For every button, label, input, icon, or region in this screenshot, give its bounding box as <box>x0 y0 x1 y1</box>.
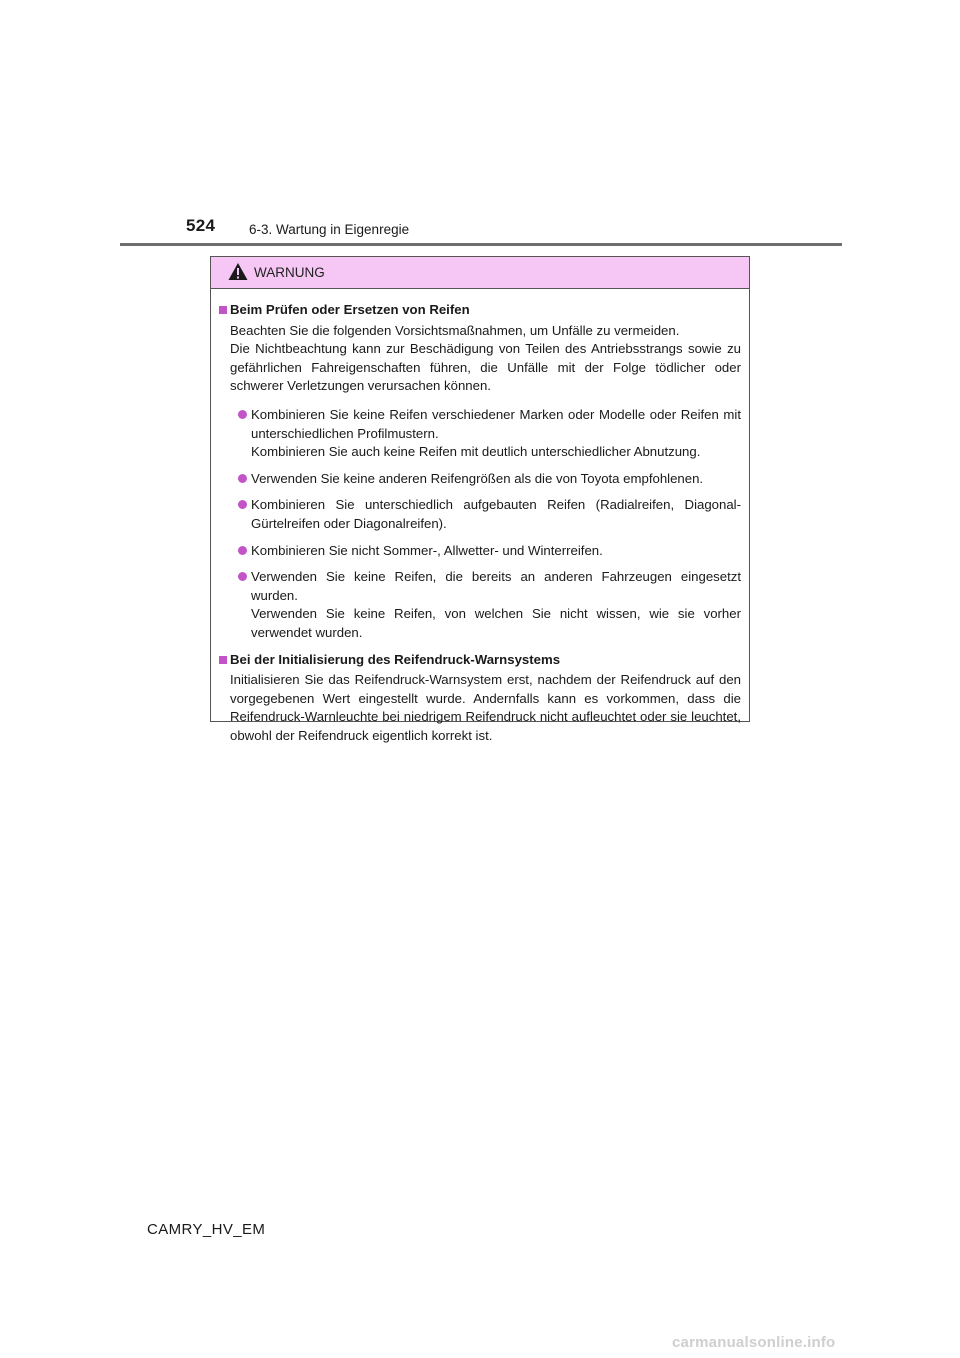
section-title: 6-3. Wartung in Eigenregie <box>249 222 410 237</box>
list-item: Kombinieren Sie keine Reifen verschiedener Marken oder Modelle oder Reifen mit unterschiedlichen Profilmustern. Kombinieren Sie auch keine Reifen mit deutlich unterschiedlicher Abnutzung. <box>251 406 741 462</box>
page-number: 524 <box>186 216 216 235</box>
warning-box <box>210 256 750 743</box>
square-bullet-icon <box>219 306 227 314</box>
warning-header <box>211 257 749 289</box>
warning-title: WARNUNG <box>254 265 325 280</box>
section-heading: Beim Prüfen oder Ersetzen von Reifen <box>219 301 741 320</box>
circle-bullet-icon <box>238 410 247 419</box>
square-bullet-icon <box>219 656 227 664</box>
section-heading: Bei der Initialisierung des Reifendruck-Warnsystems <box>219 651 741 670</box>
warning-body <box>211 289 749 745</box>
list-item: Verwenden Sie keine Reifen, die bereits an anderen Fahrzeugen eingesetzt wurden. Verwenden Sie keine Reifen, von welchen Sie nicht wissen, wie sie vorher verwendet wurden. <box>251 568 741 642</box>
model-code: CAMRY_HV_EM <box>147 1221 266 1238</box>
header-divider <box>120 243 842 246</box>
section-paragraph: Initialisieren Sie das Reifendruck-Warnsystem erst, nachdem der Reifendruck auf den vorgegebenen Wert eingestellt wurde. Andernfalls kann es vorkommen, dass die Reifendruck-Warnleuchte bei niedrigem Reifendruck nicht aufleuchtet oder sie leuchtet, obwohl der Reifendruck eigentlich korrekt ist. <box>230 672 741 743</box>
list-item: Verwenden Sie keine anderen Reifengrößen als die von Toyota empfohlenen. <box>251 470 741 489</box>
circle-bullet-icon <box>238 572 247 581</box>
list-item: Kombinieren Sie nicht Sommer-, Allwetter- und Winterreifen. <box>251 542 741 561</box>
watermark: carmanualsonline.info <box>672 1334 836 1351</box>
section-paragraph: Beachten Sie die folgenden Vorsichtsmaßnahmen, um Unfälle zu vermeiden. Die Nichtbeachtung kann zur Beschädigung von Teilen des Antriebsstrangs sowie zu gefährlichen Fahreigenschaften führen, die Unfälle mit der Folge tödlicher oder schwerer Verletzungen verursachen können. <box>230 322 741 394</box>
circle-bullet-icon <box>238 546 247 555</box>
circle-bullet-icon <box>238 500 247 509</box>
warning-triangle-icon <box>228 262 248 281</box>
circle-bullet-icon <box>238 474 247 483</box>
list-item: Kombinieren Sie unterschiedlich aufgebauten Reifen (Radialreifen, Diagonal-Gürtelreifen oder Diagonalreifen). <box>251 496 741 533</box>
